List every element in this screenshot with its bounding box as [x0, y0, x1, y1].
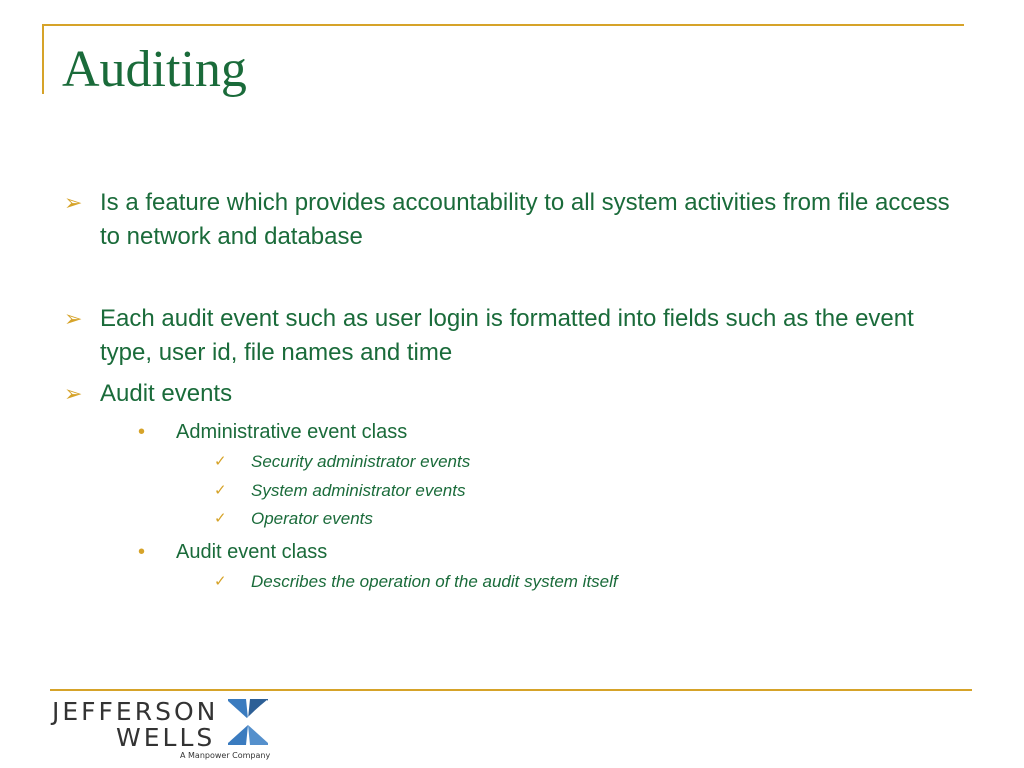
check-bullet-icon: ✓ — [214, 510, 227, 527]
bullet-item — [64, 302, 964, 370]
company-logo — [48, 695, 288, 765]
bullet-text: Is a feature which provides accountability to all system activities from file access to network and database — [100, 189, 950, 250]
arrow-bullet-icon: ➢ — [64, 190, 83, 215]
bullet-text: Audit event class — [176, 541, 328, 563]
bullet-text: Audit events — [100, 380, 233, 407]
check-bullet-icon: ✓ — [214, 453, 227, 470]
dot-bullet-icon: • — [138, 421, 146, 443]
bullet-text: Security administrator events — [251, 452, 471, 471]
bullet-text: Each audit event such as user login is formatted into fields such as the event type, user id, file names and time — [100, 305, 914, 366]
sub-sub-bullet-item — [214, 507, 914, 531]
bullet-text: Describes the operation of the audit system itself — [251, 572, 618, 591]
footer-rule — [50, 689, 972, 691]
sub-bullet-item — [138, 418, 938, 446]
jefferson-wells-x-icon — [226, 697, 270, 747]
bullet-item — [64, 377, 964, 411]
bullet-item — [64, 186, 964, 254]
bullet-text: Administrative event class — [176, 421, 408, 443]
dot-bullet-icon: • — [138, 541, 146, 563]
arrow-bullet-icon: ➢ — [64, 381, 83, 406]
arrow-bullet-icon: ➢ — [64, 306, 83, 331]
sub-sub-bullet-item — [214, 570, 914, 594]
bullet-text: System administrator events — [251, 481, 466, 500]
logo-line2: WELLS — [116, 723, 216, 752]
bullet-text: Operator events — [251, 509, 373, 528]
slide-title: Auditing — [62, 41, 247, 98]
check-bullet-icon: ✓ — [214, 573, 227, 590]
logo-tagline: A Manpower Company — [180, 751, 271, 760]
top-rule — [42, 24, 964, 26]
sub-sub-bullet-item — [214, 450, 914, 474]
check-bullet-icon: ✓ — [214, 482, 227, 499]
sub-sub-bullet-item — [214, 479, 914, 503]
sub-bullet-item — [138, 538, 938, 566]
left-rule — [42, 24, 44, 94]
logo-line1: JEFFERSON — [52, 697, 219, 726]
